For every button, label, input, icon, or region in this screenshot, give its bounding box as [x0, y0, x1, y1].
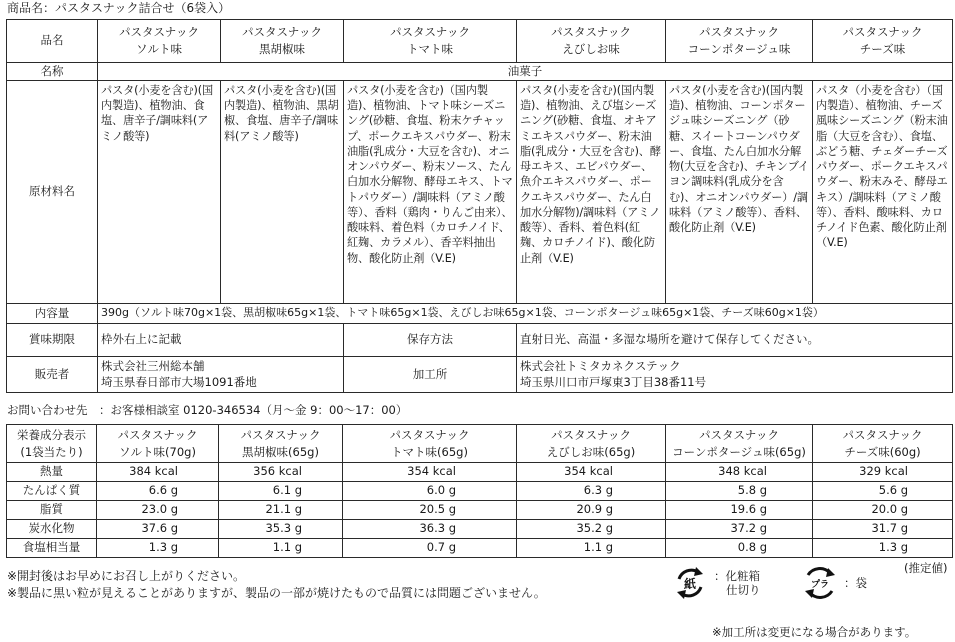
product-name-cell: パスタスナック 黒胡椒味 [221, 20, 344, 63]
nutrition-value: 19.6 g [666, 501, 813, 520]
hozon-value: 直射日光、高温・多湿な場所を避けて保存してください。 [517, 324, 953, 357]
nutrition-row-label: 食塩相当量 [7, 539, 97, 558]
nutrition-value: 1.1 g [517, 539, 666, 558]
product-name-cell: パスタスナック チーズ味 [813, 20, 953, 63]
nutrition-row-fat [7, 501, 953, 520]
nutrition-value: 36.3 g [343, 520, 517, 539]
nutrition-value: 21.1 g [219, 501, 343, 520]
product-info-table [6, 19, 953, 393]
hanbai-row [7, 357, 953, 393]
nutrition-value: 356 kcal [219, 463, 343, 482]
ingredients-cell: パスタ(小麦を含む)(国内製造)、植物油、黒胡椒、食塩、唐辛子/調味料(アミノ酸等) [221, 81, 344, 304]
nutrition-value: 1.1 g [219, 539, 343, 558]
product-name-cell: パスタスナック ソルト味 [98, 20, 221, 63]
nutrition-col-header: パスタスナック 黒胡椒味(65g) [219, 425, 343, 463]
svg-text:プラ: プラ [810, 580, 830, 590]
nutrition-row-label: 熱量 [7, 463, 97, 482]
ingredients-cell: パスタ（小麦を含む）（国内製造）、植物油、チーズ風味シーズニング（粉末油脂（大豆を含む）、食塩、ぶどう糖、チェダーチーズパウダー、ポークエキスパウダー、粉末みそ、酵母エキス）/調味料（アミノ酸等）、香料、酸味料、カロチノイド色素、酸化防止剤（V.E) [813, 81, 953, 304]
shomi-label: 賞味期限 [7, 324, 98, 357]
nutrition-value: 1.3 g [97, 539, 219, 558]
plastic-recycle-mark: プラ ：袋 [802, 566, 867, 600]
nutrition-value: 20.0 g [813, 501, 953, 520]
nutrition-col-header: パスタスナック トマト味(65g) [343, 425, 517, 463]
kakou-value: 株式会社トミタカネクステック 埼玉県川口市戸塚東3丁目38番11号 [517, 357, 953, 393]
hinmei-label: 品名 [7, 20, 98, 63]
nutrition-value: 31.7 g [813, 520, 953, 539]
product-name-cell: パスタスナック えびしお味 [517, 20, 666, 63]
nutrition-value: 384 kcal [97, 463, 219, 482]
ingredients-cell: パスタ(小麦を含む)(国内製造)、植物油、食塩、唐辛子/調味料(アミノ酸等) [98, 81, 221, 304]
nutrition-row-salt [7, 539, 953, 558]
meisho-value: 油菓子 [98, 63, 953, 81]
hinmei-row [7, 20, 953, 63]
nutrition-value: 6.1 g [219, 482, 343, 501]
nutrition-value: 6.3 g [517, 482, 666, 501]
nutrition-col-header: パスタスナック ソルト味(70g) [97, 425, 219, 463]
hanbai-value: 株式会社三州総本舗 埼玉県春日部市大場1091番地 [98, 357, 344, 393]
nutrition-col-header: パスタスナック チーズ味(60g) [813, 425, 953, 463]
nutrition-value: 6.6 g [97, 482, 219, 501]
hanbai-label: 販売者 [7, 357, 98, 393]
nutrition-header-row [7, 425, 953, 463]
nutrition-col-header: パスタスナック えびしお味(65g) [517, 425, 666, 463]
nutrition-row-carbs [7, 520, 953, 539]
nutrition-row-energy [7, 463, 953, 482]
ingredients-cell: パスタ(小麦を含む)(国内製造)、植物油、えび塩シーズニング(砂糖、食塩、オキアミエキスパウダー、粉末油脂(乳成分・大豆を含む)、酵母エキス、エビパウダー、魚介エキスパウダー、ポークエキスパウダー、たん白加水分解物)/調味料（アミノ酸等）、香料、着色料(紅麹、カロチノイド)、酸化防止剤（V.E) [517, 81, 666, 304]
nutrition-value: 23.0 g [97, 501, 219, 520]
contact-info: お問い合わせ先 ：お客様相談室 0120-346534（月～金 9：00～17：00） [7, 403, 408, 417]
nutrition-value: 348 kcal [666, 463, 813, 482]
shomi-row [7, 324, 953, 357]
kakou-label: 加工所 [344, 357, 517, 393]
nutrition-value: 20.9 g [517, 501, 666, 520]
meisho-label: 名称 [7, 63, 98, 81]
notes-block [7, 568, 546, 602]
nutrition-value: 20.5 g [343, 501, 517, 520]
nutrition-value: 5.8 g [666, 482, 813, 501]
nutrition-value: 35.3 g [219, 520, 343, 539]
ingredients-cell: パスタ(小麦を含む)(国内製造)、植物油、コーンポタージュ味シーズニング（砂糖、スイートコーンパウダー、食塩、たん白加水分解物(大豆を含む)、チキンブイヨン調味料(乳成分を含む)、オニオンパウダー）/調味料（アミノ酸等）、香料、酸化防止剤（V.E) [666, 81, 813, 304]
note-line: ※製品に黒い粒が見えることがありますが、製品の一部が焼けたもので品質には問題ございません。 [7, 586, 546, 600]
footer-note: ※加工所は変更になる場合があります。 [712, 625, 917, 639]
ingredients-row [7, 81, 953, 304]
nutrition-row-label: 脂質 [7, 501, 97, 520]
paper-recycle-mark: 紙 ：化粧箱 仕切り [672, 566, 761, 600]
nutrition-value: 37.6 g [97, 520, 219, 539]
product-title: 商品名：パスタスナック詰合せ（6袋入） [7, 1, 231, 15]
nutrition-value: 6.0 g [343, 482, 517, 501]
note-line: ※開封後はお早めにお召し上がりください。 [7, 569, 246, 583]
ingredients-cell: パスタ(小麦を含む)（国内製造)、植物油、トマト味シーズニング(砂糖、食塩、粉末ケチャップ、ポークエキスパウダー、粉末油脂(乳成分・大豆を含む)、オニオンパウダー、粉末ソース、たん白加水分解物、酵母エキス、トマトパウダー）/調味料（アミノ酸等）、香料（鶏肉・りんご由来）、酸味料、着色料（カロチノイド、紅麹、カラメル）、香辛料抽出物、酸化防止剤（V.E) [344, 81, 517, 304]
hozon-label: 保存方法 [344, 324, 517, 357]
nutrition-table [6, 424, 953, 558]
nutrition-value: 37.2 g [666, 520, 813, 539]
meisho-row [7, 63, 953, 81]
nutrition-value: 1.3 g [813, 539, 953, 558]
svg-text:紙: 紙 [683, 577, 697, 591]
nutrition-value: 5.6 g [813, 482, 953, 501]
product-name-cell: パスタスナック コーンポタージュ味 [666, 20, 813, 63]
naiyoryo-value: 390g（ソルト味70g×1袋、黒胡椒味65g×1袋、トマト味65g×1袋、えびしお味65g×1袋、コーンポタージュ味65g×1袋、チーズ味60g×1袋） [98, 304, 953, 324]
nutrition-row-label: 炭水化物 [7, 520, 97, 539]
nutrition-value: 0.8 g [666, 539, 813, 558]
naiyoryo-label: 内容量 [7, 304, 98, 324]
nutrition-row-protein [7, 482, 953, 501]
nutrition-value: 354 kcal [343, 463, 517, 482]
nutrition-header-label: 栄養成分表示 (1袋当たり) [7, 425, 97, 463]
paper-recycle-icon [672, 566, 708, 600]
nutrition-value: 0.7 g [343, 539, 517, 558]
ingredients-label: 原材料名 [7, 81, 98, 304]
nutrition-value: 354 kcal [517, 463, 666, 482]
shomi-value: 枠外右上に記載 [98, 324, 344, 357]
nutrition-col-header: パスタスナック コーンポタージュ味(65g) [666, 425, 813, 463]
nutrition-value: 329 kcal [813, 463, 953, 482]
nutrition-row-label: たんぱく質 [7, 482, 97, 501]
product-name-cell: パスタスナック トマト味 [344, 20, 517, 63]
plastic-recycle-icon [802, 566, 838, 600]
estimated-label: (推定値) [904, 561, 948, 575]
nutrition-value: 35.2 g [517, 520, 666, 539]
naiyoryo-row [7, 304, 953, 324]
